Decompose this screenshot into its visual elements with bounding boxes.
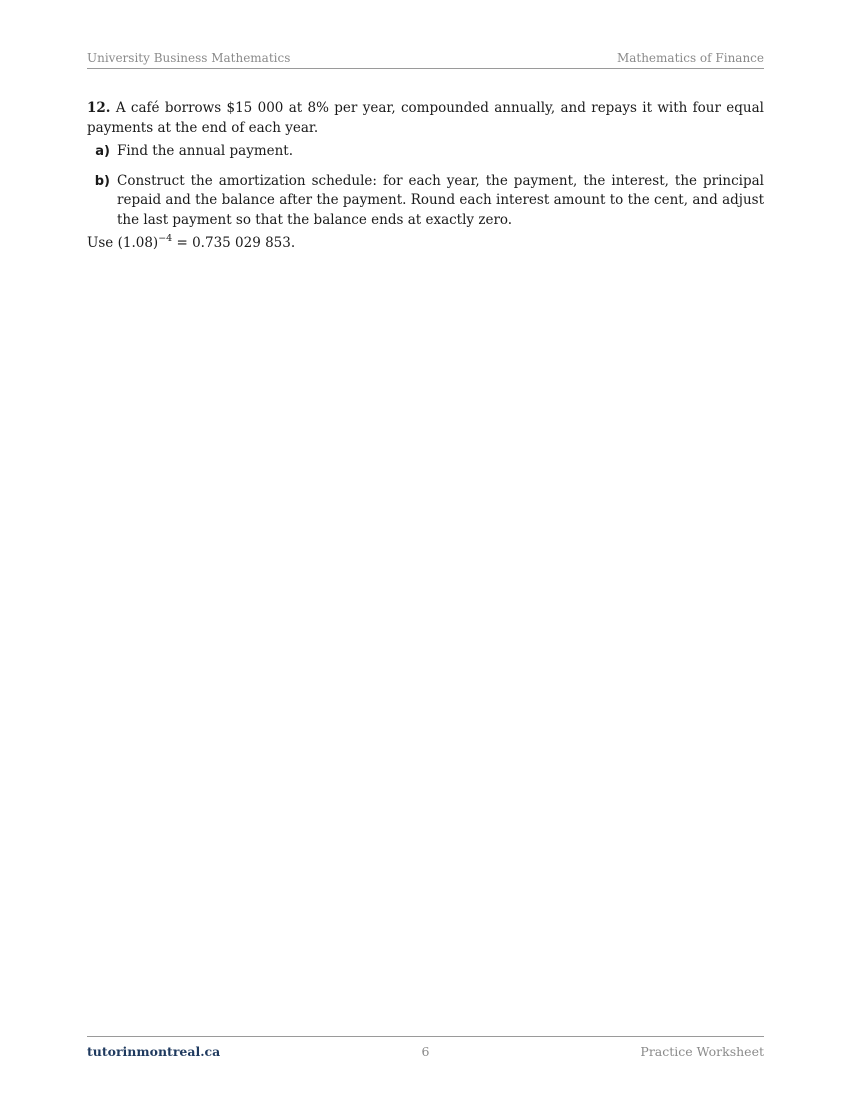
part-a-label: a) xyxy=(95,144,110,159)
part-b-label: b) xyxy=(94,173,110,189)
page-header xyxy=(87,50,764,69)
part-a-text: Find the annual payment. xyxy=(117,143,294,159)
header-course-title: University Business Mathematics xyxy=(87,51,291,65)
hint-exponent: −4 xyxy=(158,232,173,244)
page-content xyxy=(87,99,764,254)
hint-prefix: Use (1.08) xyxy=(87,235,159,251)
problem-part-a xyxy=(87,142,764,162)
header-chapter-title: Mathematics of Finance xyxy=(616,51,764,65)
footer-site-link[interactable]: tutorinmontreal.ca xyxy=(87,1044,221,1059)
footer-document-type: Practice Worksheet xyxy=(640,1044,764,1059)
hint-suffix: = 0.735 029 853. xyxy=(172,235,296,251)
problem-number: 12. xyxy=(87,100,111,116)
page-footer xyxy=(87,1036,764,1061)
page-number: 6 xyxy=(421,1044,430,1059)
problem-part-b xyxy=(87,172,764,231)
part-b-text: Construct the amortization schedule: for each year, the payment, the interest, the principal repaid and the balance after the payment. Round each interest amount to the cent, and adjust the last payment so that the balance ends at exactly zero. xyxy=(117,172,764,228)
problem-text: A café borrows $15 000 at 8% per year, compounded annually, and repays it with four equal payments at the end of each year. xyxy=(87,100,764,136)
problem-statement xyxy=(87,99,764,138)
hint-line xyxy=(87,234,764,254)
